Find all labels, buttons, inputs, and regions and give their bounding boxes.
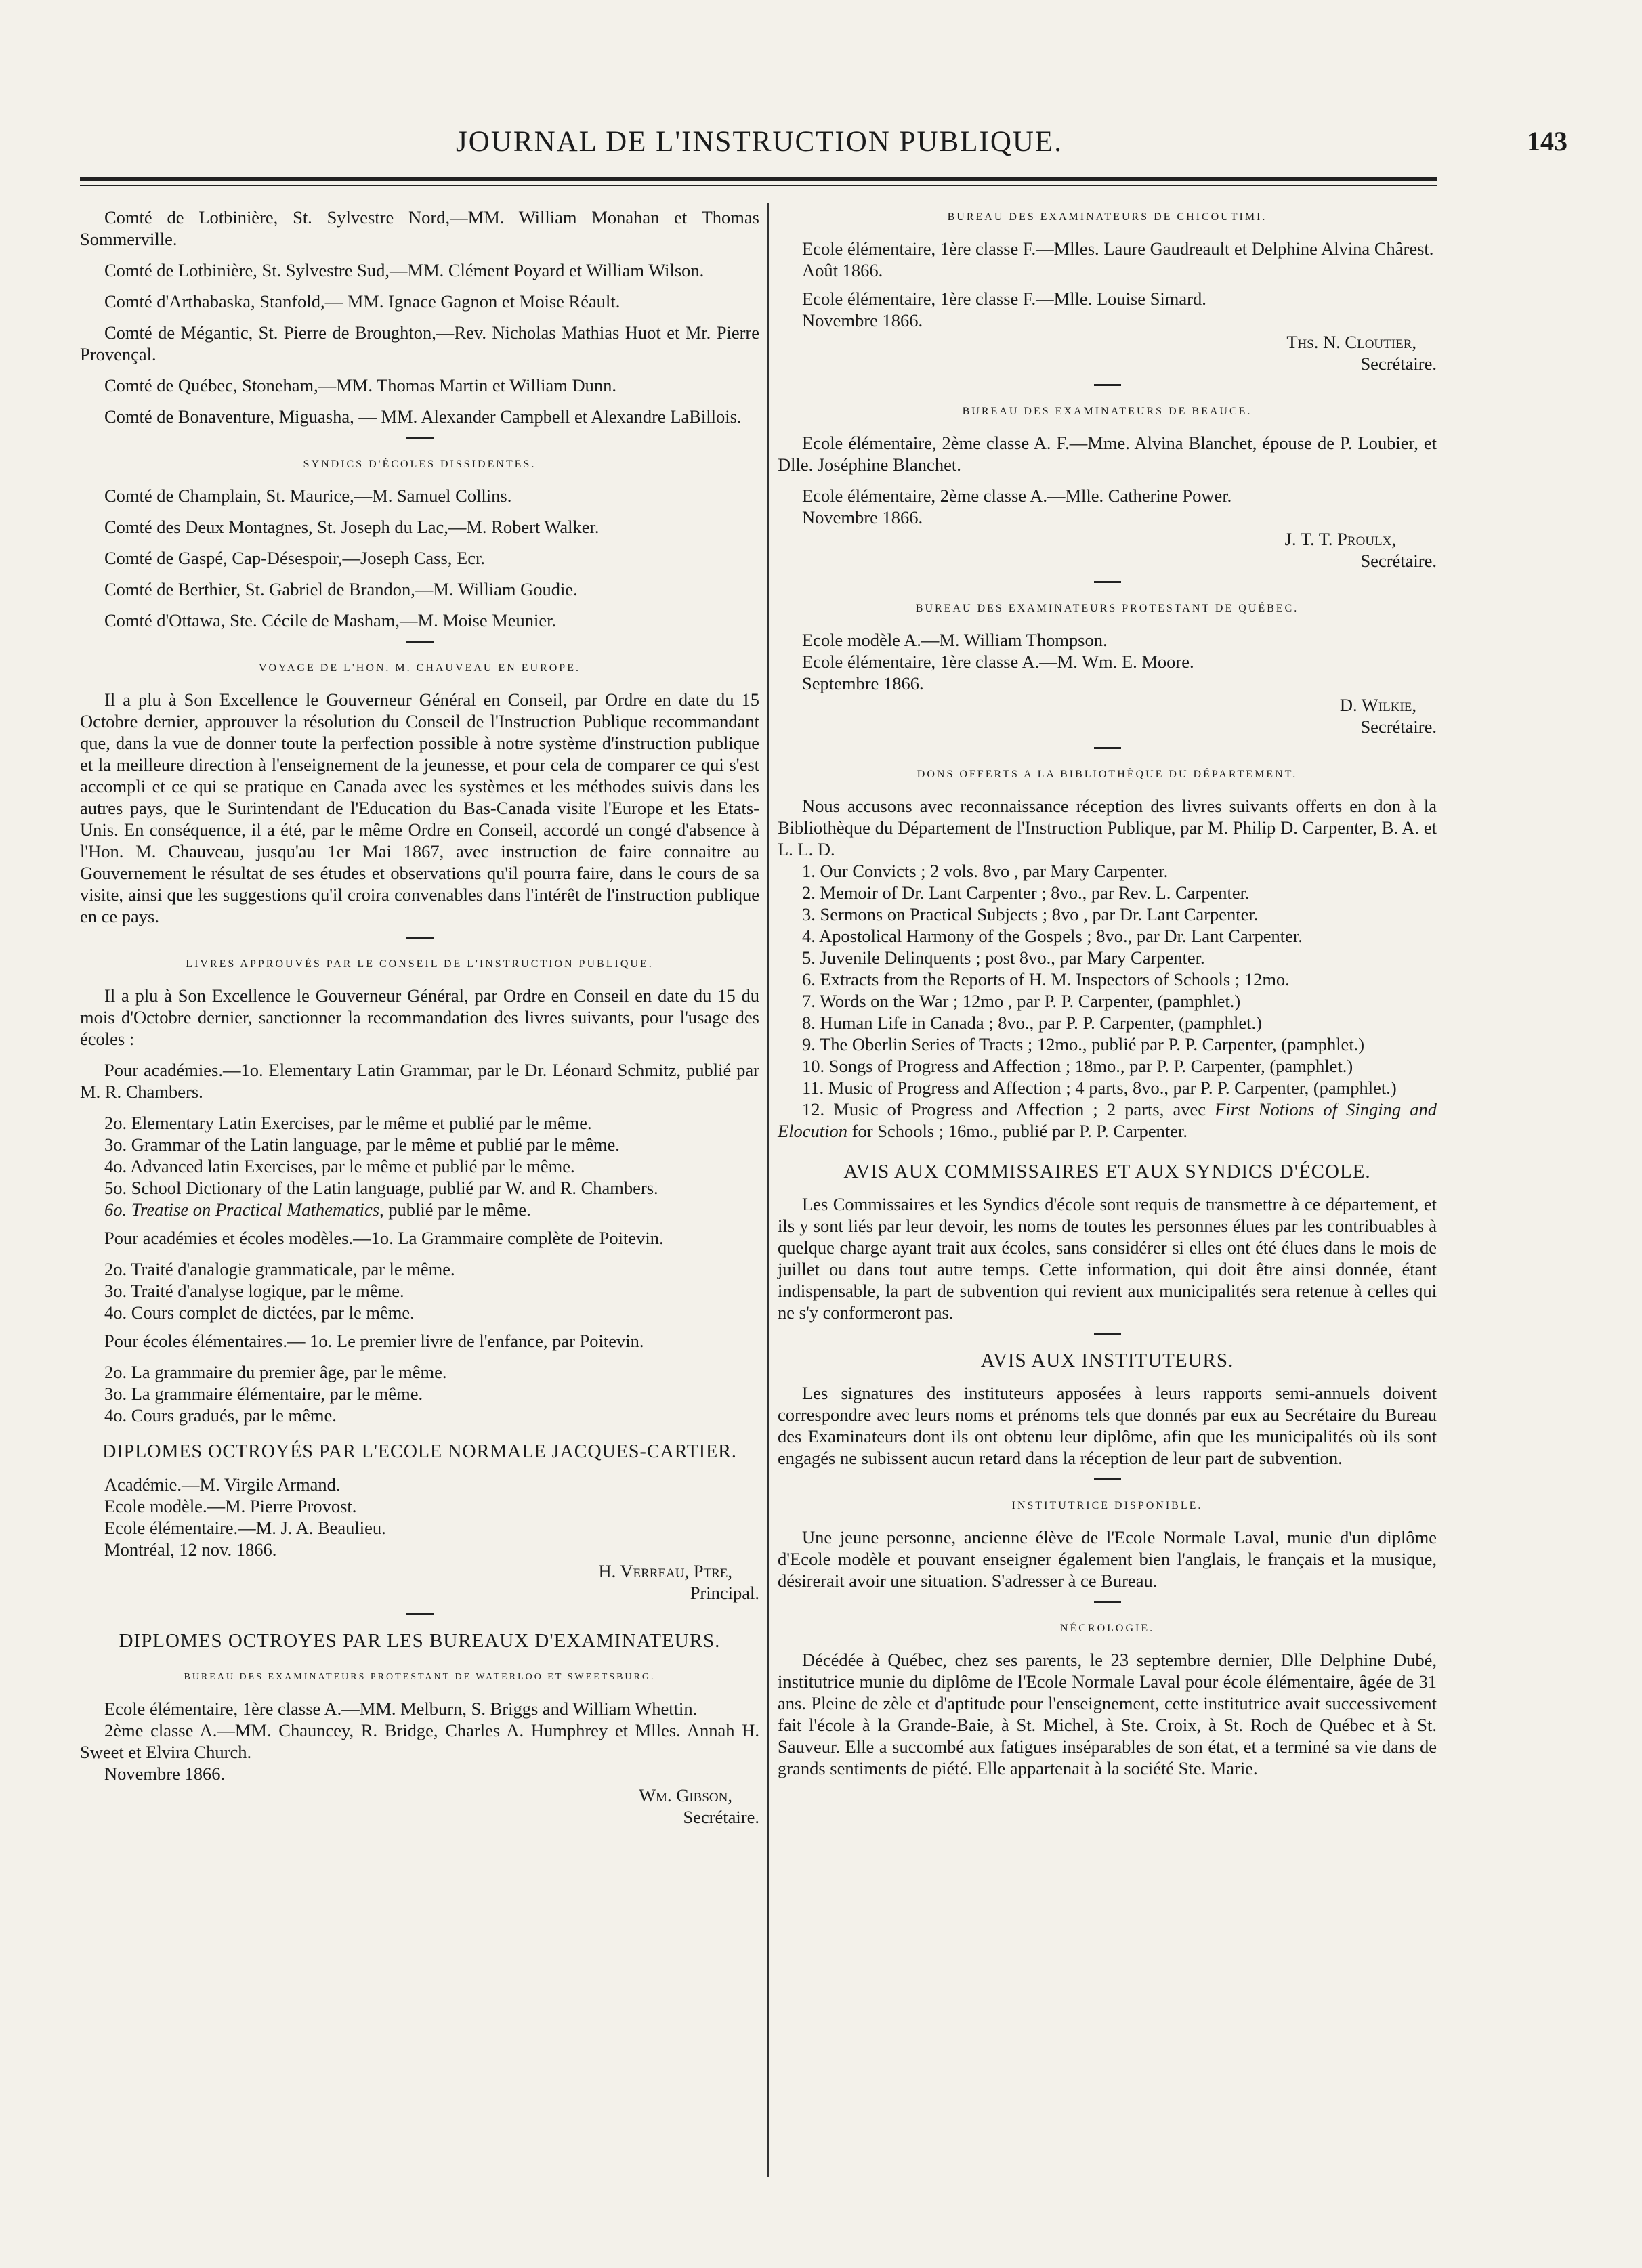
don-item: 5. Juvenile Delinquents ; post 8vo., par Mary Carpenter. — [802, 947, 1205, 968]
don-item-text: 12. Music of Progress and Affection ; 2 parts, avec — [802, 1099, 1215, 1119]
syndic-entry: Comté d'Ottawa, Ste. Cécile de Masham,—M. Moise Meunier. — [104, 610, 557, 630]
necrologie-text: Décédée à Québec, chez ses parents, le 23 septembre dernier, Dlle Delphine Dubé, institutrice munie du diplôme de l'Ecole Normale Laval pour école élémentaire, âgée de 31 ans. Pleine de zèle et d'aptitude pour l'enseignement, cette institutrice avait successivement fait l'école à la Grande-Baie, à St. Michel, à Ste. Croix, à St. Roch de Québec et à St. Sauveur. Elle a succombé aux fatigues inséparables de son état, et a terminé sa vie dans de grands sentiments de piété. Elle appartenait à la société Ste. Marie. — [778, 1650, 1437, 1778]
chicoutimi-date: Août 1866. — [802, 260, 883, 280]
dons-heading: DONS OFFERTS A LA BIBLIOTHÈQUE DU DÉPARTEMENT. — [917, 769, 1298, 780]
signature-title: Principal. — [690, 1583, 759, 1603]
livres-heading: LIVRES APPROUVÉS PAR LE CONSEIL DE L'INSTRUCTION PUBLIQUE. — [186, 958, 654, 970]
book-item: 3o. Traité d'analyse logique, par le même. — [104, 1281, 404, 1301]
chicoutimi-entry: Ecole élémentaire, 1ère classe F.—Mlles. Laure Gaudreault et Delphine Alvina Chârest. — [802, 238, 1434, 259]
book-item: 5o. School Dictionary of the Latin language, publié par W. and R. Chambers. — [104, 1178, 658, 1198]
signature-name: H. Verreau, Ptre, — [598, 1561, 732, 1581]
column-divider — [767, 203, 769, 2177]
book-item: 2o. La grammaire du premier âge, par le même. — [104, 1362, 447, 1382]
don-item: 6. Extracts from the Reports of H. M. Inspectors of Schools ; 12mo. — [802, 969, 1290, 989]
livres-intro: Il a plu à Son Excellence le Gouverneur Général, par Ordre en Conseil en date du 15 du mois d'Octobre dernier, sanctionner la recommandation des livres suivants, pour l'usage des écoles : — [80, 985, 759, 1049]
page-number: 143 — [1527, 126, 1567, 156]
section-dash — [406, 937, 434, 939]
section-dash — [406, 641, 434, 643]
signature-title: Secrétaire. — [683, 1807, 759, 1827]
commissioner-entry: Comté de Lotbinière, St. Sylvestre Sud,—MM. Clément Poyard et William Wilson. — [104, 260, 704, 280]
commissioner-entry: Comté d'Arthabaska, Stanfold,— MM. Ignace Gagnon et Moise Réault. — [104, 291, 620, 312]
book-item: 4o. Cours gradués, par le même. — [104, 1405, 337, 1426]
waterloo-entry: Ecole élémentaire, 1ère classe A.—MM. Melburn, S. Briggs and William Whettin. — [104, 1698, 698, 1719]
avis-instituteurs-heading: AVIS AUX INSTITUTEURS. — [980, 1350, 1234, 1371]
don-item: 3. Sermons on Practical Subjects ; 8vo , par Dr. Lant Carpenter. — [802, 904, 1259, 924]
book-item: 2o. Elementary Latin Exercises, par le même et publié par le même. — [104, 1113, 592, 1133]
syndic-entry: Comté de Champlain, St. Maurice,—M. Samuel Collins. — [104, 486, 512, 506]
chicoutimi-heading: BUREAU DES EXAMINATEURS DE CHICOUTIMI. — [947, 211, 1267, 223]
section-dash — [1094, 1478, 1121, 1480]
diplome-date: Montréal, 12 nov. 1866. — [104, 1539, 277, 1560]
diplomes-bureaux-heading: DIPLOMES OCTROYES PAR LES BUREAUX D'EXAMINATEURS. — [119, 1630, 721, 1652]
book-item: 4o. Advanced latin Exercises, par le même et publié par le même. — [104, 1156, 575, 1176]
book-item-title: 6o. Treatise on Practical Mathematics, — [104, 1199, 384, 1220]
institutrice-text: Une jeune personne, ancienne élève de l'Ecole Normale Laval, munie d'un diplôme d'Ecole modèle et pouvant enseigner également bien l'anglais, le français et la musique, désirerait avoir une situation. S'adresser à ce Bureau. — [778, 1527, 1437, 1591]
quebec-entry: Ecole élémentaire, 1ère classe A.—M. Wm. E. Moore. — [802, 651, 1194, 672]
syndics-heading: SYNDICS D'ÉCOLES DISSIDENTES. — [303, 458, 536, 470]
section-dash — [406, 1613, 434, 1615]
institutrice-heading: INSTITUTRICE DISPONIBLE. — [1011, 1500, 1203, 1512]
book-item: 2o. Traité d'analogie grammaticale, par le même. — [104, 1259, 455, 1279]
section-dash — [406, 437, 434, 439]
don-item: 4. Apostolical Harmony of the Gospels ; 8vo., par Dr. Lant Carpenter. — [802, 926, 1303, 946]
academies-intro: Pour académies.—1o. Elementary Latin Grammar, par le Dr. Léonard Schmitz, publié par M. R. Chambers. — [80, 1060, 759, 1102]
avis-commissaires-heading: AVIS AUX COMMISSAIRES ET AUX SYNDICS D'ÉCOLE. — [843, 1161, 1371, 1182]
right-column — [778, 207, 1437, 1789]
don-item: 11. Music of Progress and Affection ; 4 parts, 8vo., par P. P. Carpenter, (pamphlet.) — [802, 1077, 1397, 1098]
diplome-entry: Ecole modèle.—M. Pierre Provost. — [104, 1496, 357, 1516]
left-column — [80, 207, 759, 1828]
modeles-intro: Pour académies et écoles modèles.—1o. La Grammaire complète de Poitevin. — [104, 1228, 664, 1248]
commissioner-entry: Comté de Mégantic, St. Pierre de Broughton,—Rev. Nicholas Mathias Huot et Mr. Pierre Provençal. — [80, 322, 759, 364]
signature-name: J. T. T. Proulx, — [1284, 529, 1396, 549]
signature-name: D. Wilkie, — [1339, 695, 1416, 715]
section-dash — [1094, 384, 1121, 386]
beauce-entry: Ecole élémentaire, 2ème classe A.—Mlle. Catherine Power. — [802, 486, 1232, 506]
elementaires-intro: Pour écoles élémentaires.— 1o. Le premier livre de l'enfance, par Poitevin. — [104, 1331, 644, 1351]
section-dash — [1094, 1333, 1121, 1335]
quebec-entry: Ecole modèle A.—M. William Thompson. — [802, 630, 1108, 650]
commissioner-entry: Comté de Québec, Stoneham,—MM. Thomas Martin et William Dunn. — [104, 375, 617, 395]
signature-title: Secrétaire. — [1360, 551, 1437, 571]
book-item: 3o. La grammaire élémentaire, par le même. — [104, 1384, 423, 1404]
chicoutimi-date: Novembre 1866. — [802, 310, 923, 330]
section-dash — [1094, 747, 1121, 749]
waterloo-heading: BUREAU DES EXAMINATEURS PROTESTANT DE WATERLOO ET SWEETSBURG. — [184, 1672, 656, 1682]
signature-title: Secrétaire. — [1360, 716, 1437, 737]
chicoutimi-entry: Ecole élémentaire, 1ère classe F.—Mlle. Louise Simard. — [802, 288, 1206, 309]
don-item: 2. Memoir of Dr. Lant Carpenter ; 8vo., par Rev. L. Carpenter. — [802, 882, 1250, 903]
necrologie-heading: NÉCROLOGIE. — [1059, 1623, 1155, 1634]
beauce-entry: Ecole élémentaire, 2ème classe A. F.—Mme. Alvina Blanchet, épouse de P. Loubier, et Dlle. Joséphine Blanchet. — [778, 433, 1437, 475]
section-dash — [1094, 1601, 1121, 1603]
don-item: 7. Words on the War ; 12mo , par P. P. Carpenter, (pamphlet.) — [802, 991, 1241, 1011]
commissioner-entry: Comté de Lotbinière, St. Sylvestre Nord,—MM. William Monahan et Thomas Sommerville. — [80, 207, 759, 249]
journal-title: JOURNAL DE L'INSTRUCTION PUBLIQUE. — [456, 126, 1063, 158]
header-rule-thick — [80, 177, 1437, 181]
don-item: 8. Human Life in Canada ; 8vo., par P. P. Carpenter, (pamphlet.) — [802, 1012, 1262, 1033]
signature-name: Ths. N. Cloutier, — [1286, 332, 1416, 352]
don-item: 10. Songs of Progress and Affection ; 18mo., par P. P. Carpenter, (pamphlet.) — [802, 1056, 1353, 1076]
book-item: 3o. Grammar of the Latin language, par le même et publié par le même. — [104, 1134, 620, 1155]
beauce-heading: BUREAU DES EXAMINATEURS DE BEAUCE. — [962, 406, 1252, 417]
waterloo-date: Novembre 1866. — [104, 1763, 226, 1784]
diplome-entry: Académie.—M. Virgile Armand. — [104, 1474, 341, 1495]
header-rule-thin — [80, 185, 1437, 186]
don-item: 9. The Oberlin Series of Tracts ; 12mo., publié par P. P. Carpenter, (pamphlet.) — [802, 1034, 1365, 1054]
don-item — [778, 1098, 1437, 1142]
diplomes-jc-heading: DIPLOMES OCTROYÉS PAR L'ECOLE NORMALE JACQUES-CARTIER. — [102, 1441, 737, 1462]
don-item-italic: First Notions of Singing and Elocution — [778, 1099, 1437, 1141]
waterloo-entry: 2ème classe A.—MM. Chauncey, R. Bridge, Charles A. Humphrey et Mlles. Annah H. Sweet et Elvira Church. — [80, 1720, 759, 1762]
avis-commissaires-text: Les Commissaires et les Syndics d'école sont requis de transmettre à ce département, et ils y sont liés par leur devoir, les noms de toutes les personnes élues par les contribuables à quelque charge ayant trait aux écoles, sans considérer si elles ont été élues dans le mois de juillet ou dans tout autre temps. Cette information, qui doit être ainsi donnée, étant indispensable, la part de subvention qui revient aux municipalités sera retenue à celles qui ne s'y conformeront pas. — [778, 1194, 1437, 1323]
commissioner-entry: Comté de Bonaventure, Miguasha, — MM. Alexander Campbell et Alexandre LaBillois. — [104, 406, 742, 427]
don-item-text: for Schools ; 16mo., publié par P. P. Carpenter. — [847, 1121, 1188, 1141]
beauce-date: Novembre 1866. — [802, 507, 923, 528]
quebec-heading: BUREAU DES EXAMINATEURS PROTESTANT DE QUÉBEC. — [915, 603, 1299, 614]
syndic-entry: Comté des Deux Montagnes, St. Joseph du Lac,—M. Robert Walker. — [104, 517, 599, 537]
quebec-date: Septembre 1866. — [802, 673, 924, 693]
voyage-text: Il a plu à Son Excellence le Gouverneur Général en Conseil, par Ordre en date du 15 Octobre dernier, approuver la résolution du Conseil de l'Instruction Publique recommandant que, dans la vue de donner toute la perfection possible à notre système d'instruction publique et la meilleure direction à l'enseignement de la jeunesse, et pour cela de comparer ce qui s'est accompli et ce qui se pratique en Canada avec les systèmes et les méthodes suivis dans les autres pays, que le Surintendant de l'Education du Bas-Canada visite l'Europe et les Etats-Unis. En conséquence, il a été, par le même Ordre en Conseil, accordé un congé d'absence à l'Hon. M. Chauveau, jusqu'au 1er Mai 1867, avec instruction de faire connaitre au Gouvernement le résultat de ses études et observations qu'il pourra faire, dans le cours de sa visite, ainsi que les suggestions qu'il croira convenables dans l'intérêt de l'instruction publique en ce pays. — [80, 689, 759, 926]
book-item — [80, 1199, 759, 1220]
signature-title: Secrétaire. — [1360, 354, 1437, 374]
book-item: 4o. Cours complet de dictées, par le même. — [104, 1302, 415, 1323]
section-dash — [1094, 581, 1121, 583]
book-item-rest: publié par le même. — [383, 1199, 531, 1220]
signature-name: Wm. Gibson, — [639, 1785, 732, 1805]
avis-instituteurs-text: Les signatures des instituteurs apposées à leurs rapports semi-annuels doivent correspondre avec leurs noms et prénoms tels que donnés par eux au Secrétaire du Bureau des Examinateurs dont ils ont obtenu leur diplôme, afin que les municipalités où ils sont engagés ne subissent aucun retard dans la réception de leur part de subvention. — [778, 1383, 1437, 1468]
page-header — [80, 125, 1567, 173]
syndic-entry: Comté de Gaspé, Cap-Désespoir,—Joseph Cass, Ecr. — [104, 548, 485, 568]
syndic-entry: Comté de Berthier, St. Gabriel de Brandon,—M. William Goudie. — [104, 579, 578, 599]
diplome-entry: Ecole élémentaire.—M. J. A. Beaulieu. — [104, 1518, 386, 1538]
dons-intro: Nous accusons avec reconnaissance réception des livres suivants offerts en don à la Bibliothèque du Département de l'Instruction Publique, par M. Philip D. Carpenter, B. A. et L. L. D. — [778, 796, 1437, 859]
voyage-heading: VOYAGE DE L'HON. M. CHAUVEAU EN EUROPE. — [259, 662, 581, 674]
don-item: 1. Our Convicts ; 2 vols. 8vo , par Mary Carpenter. — [802, 861, 1169, 881]
